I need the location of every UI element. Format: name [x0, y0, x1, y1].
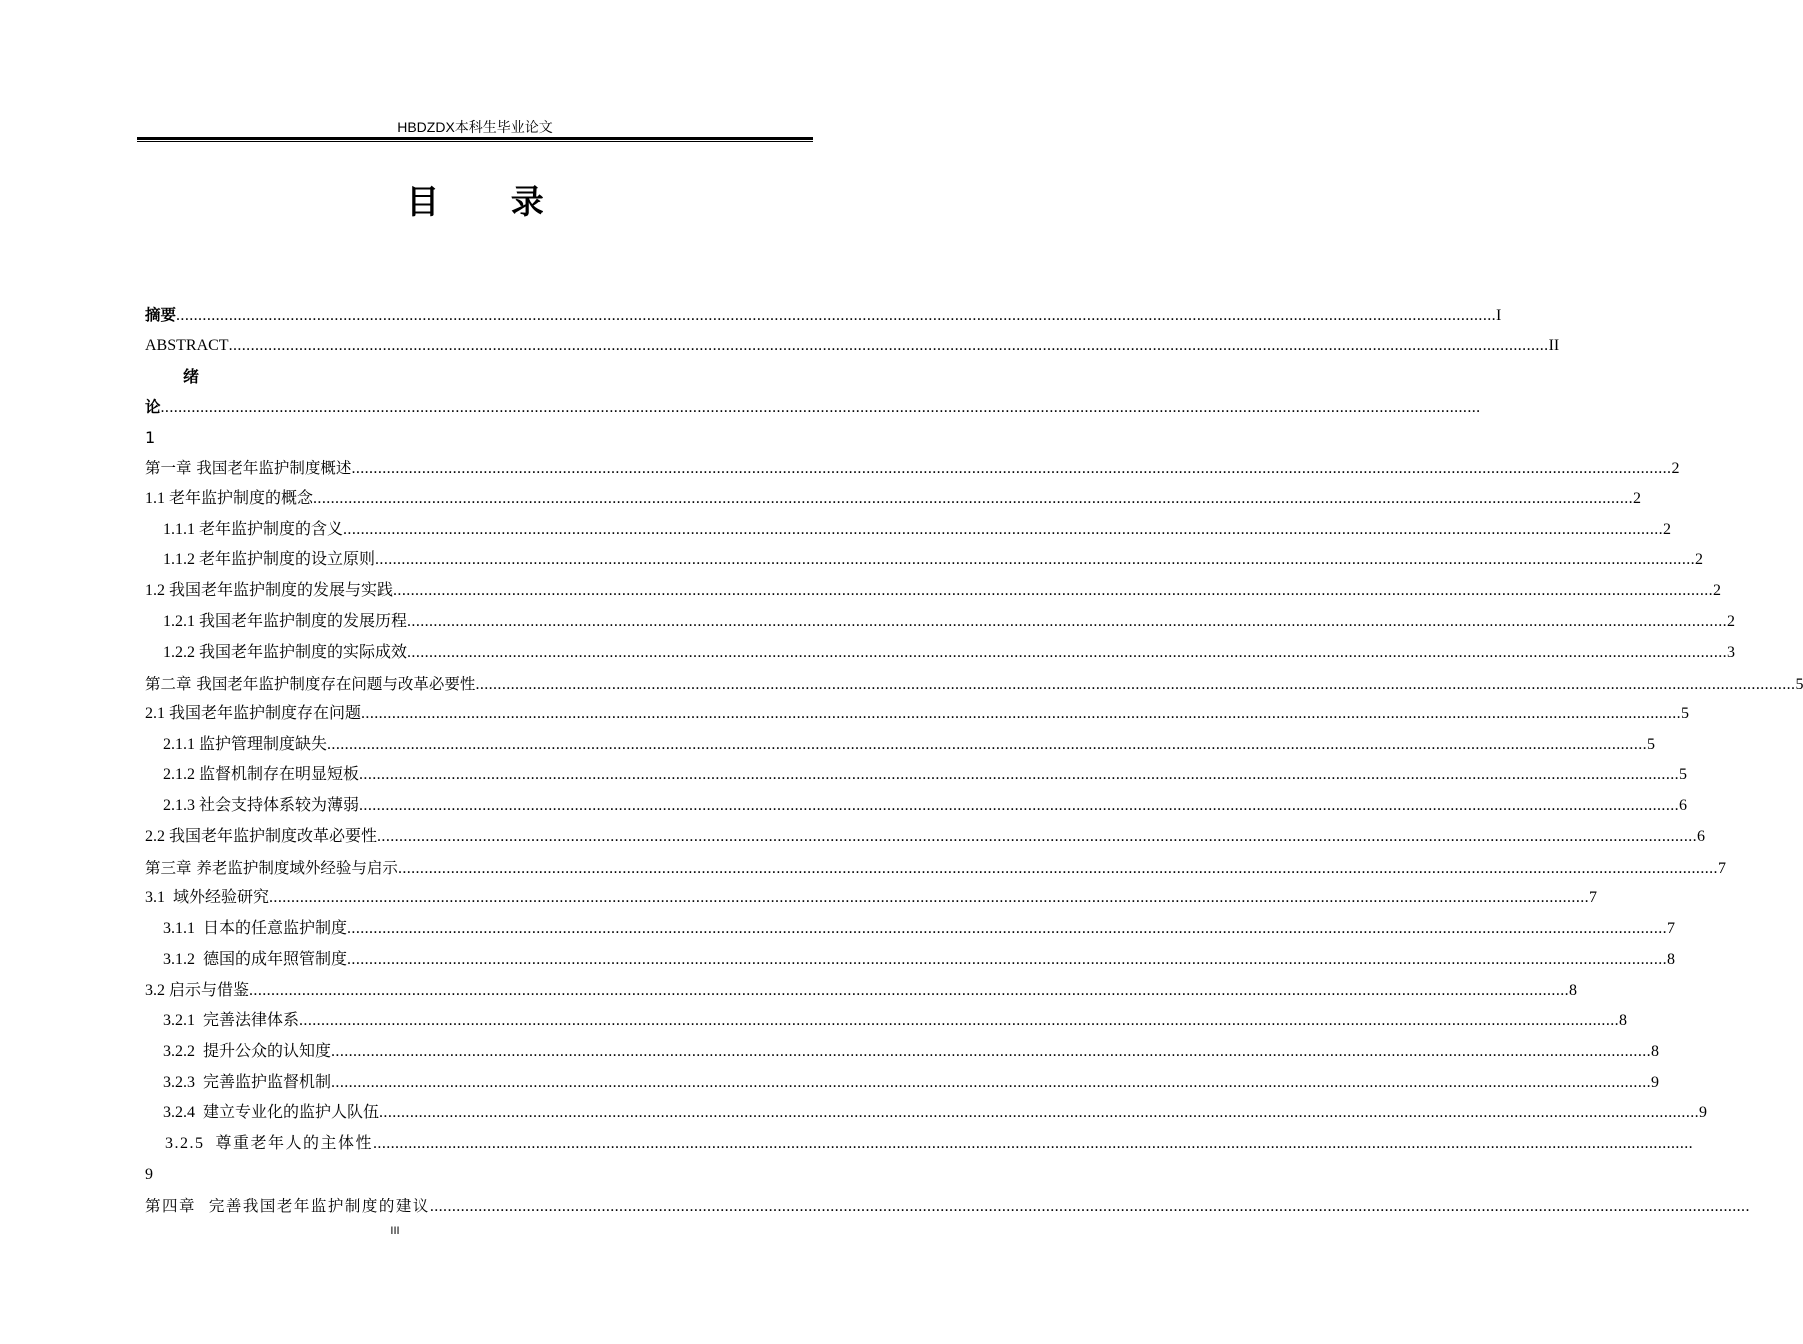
toc-label: 3.2.2 提升公众的认知度 [163, 1043, 332, 1060]
toc-page: 8 [1619, 1012, 1628, 1029]
toc-intro-label-top[interactable]: 绪 [183, 367, 200, 386]
toc-page: 5 [1647, 736, 1656, 753]
toc-leader: ............................................................................................................................................................................................................................................................................................................ [407, 644, 1728, 661]
toc-entry-1-2-2[interactable] [163, 642, 1736, 664]
toc-entry-intro[interactable] [145, 396, 1481, 418]
toc-page: 8 [1569, 982, 1578, 999]
toc-label: 第四章 完善我国老年监护制度的建议 [145, 1197, 430, 1215]
toc-entry-1-1[interactable] [145, 488, 1642, 510]
toc-label: 2.1.3 社会支持体系较为薄弱 [163, 797, 360, 814]
toc-entry-3-2-1[interactable] [163, 1010, 1628, 1032]
toc-label: 2.1 我国老年监护制度存在问题 [145, 705, 362, 722]
toc-leader: ............................................................................................................................................................................................................................................................................................................ [228, 337, 1549, 354]
toc-page: 7 [1667, 920, 1676, 937]
toc-leader: ............................................................................................................................................................................................................................................................................................................ [373, 1135, 1694, 1152]
toc-page: 6 [1679, 797, 1688, 814]
toc-entry-3-1[interactable] [145, 887, 1598, 909]
toc-label: 2.1.2 监督机制存在明显短板 [163, 766, 360, 783]
toc-entry-3-1-2[interactable] [163, 949, 1676, 971]
toc-label: 第三章 养老监护制度域外经验与启示 [145, 859, 398, 877]
toc-leader: ............................................................................................................................................................................................................................................................................................................ [379, 1104, 1700, 1121]
toc-label: 3.1 域外经验研究 [145, 889, 270, 906]
toc-entry-chapter-2[interactable] [145, 673, 1803, 695]
toc-label: 第一章 我国老年监护制度概述 [145, 459, 352, 477]
toc-label: 3.2.5 尊重老年人的主体性 [165, 1135, 374, 1152]
toc-leader: ............................................................................................................................................................................................................................................................................................................ [359, 766, 1680, 783]
toc-label: 1.1 老年监护制度的概念 [145, 490, 314, 507]
toc-leader: ............................................................................................................................................................................................................................................................................................................ [393, 582, 1714, 599]
toc-leader: ............................................................................................................................................................................................................................................................................................................ [249, 982, 1570, 999]
toc-label: 第二章 我国老年监护制度存在问题与改革必要性 [145, 675, 476, 693]
toc-entry-chapter-1[interactable] [145, 457, 1680, 479]
toc-label: 2.2 我国老年监护制度改革必要性 [145, 828, 378, 845]
toc-page: 5 [1795, 676, 1803, 693]
toc-page: 5 [1679, 766, 1688, 783]
toc-leader: ............................................................................................................................................................................................................................................................................................................ [160, 399, 1481, 416]
page-title: 目 录 [406, 182, 574, 221]
toc-entry-2-1[interactable] [145, 703, 1690, 725]
toc-entry-2-1-1[interactable] [163, 734, 1656, 756]
toc-page: 5 [1681, 705, 1690, 722]
toc-label: 3.1.1 日本的任意监护制度 [163, 920, 348, 937]
toc-entry-1-1-1[interactable] [163, 519, 1672, 541]
toc-entry-abstract-cn[interactable] [145, 304, 1502, 326]
toc-label: 摘要 [145, 306, 177, 324]
toc-leader: ............................................................................................................................................................................................................................................................................................................ [475, 676, 1796, 693]
toc-leader: ............................................................................................................................................................................................................................................................................................................ [331, 1074, 1652, 1091]
toc-entry-2-1-2[interactable] [163, 764, 1688, 786]
toc-label: ABSTRACT [145, 337, 229, 354]
toc-leader: ............................................................................................................................................................................................................................................................................................................ [407, 613, 1728, 630]
toc-label: 1.1.2 老年监护制度的设立原则 [163, 551, 376, 568]
toc-entry-3-2-5[interactable] [165, 1133, 1694, 1155]
toc-entry-3-2[interactable] [145, 980, 1578, 1002]
toc-leader: ............................................................................................................................................................................................................................................................................................................ [375, 551, 1696, 568]
toc-entry-3-1-1[interactable] [163, 918, 1676, 940]
toc-3-2-5-page: 9 [145, 1166, 153, 1183]
toc-entry-3-2-3[interactable] [163, 1072, 1660, 1094]
toc-page: 3 [1727, 644, 1736, 661]
page-number: III [390, 1225, 400, 1237]
toc-page: I [1496, 307, 1502, 324]
toc-label: 3.2 启示与借鉴 [145, 982, 250, 999]
header-rule-thin [137, 141, 813, 142]
toc-page: 2 [1633, 490, 1642, 507]
toc-page: 8 [1651, 1043, 1660, 1060]
toc-entry-3-2-2[interactable] [163, 1041, 1660, 1063]
toc-entry-1-1-2[interactable] [163, 549, 1704, 571]
toc-leader: ............................................................................................................................................................................................................................................................................................................ [377, 828, 1698, 845]
toc-leader: ............................................................................................................................................................................................................................................................................................................ [347, 920, 1668, 937]
toc-page: II [1548, 337, 1560, 354]
toc-label: 3.1.2 德国的成年照管制度 [163, 951, 348, 968]
header-rule-thick [137, 137, 813, 140]
toc-page: 6 [1697, 828, 1706, 845]
toc-label: 1.2.2 我国老年监护制度的实际成效 [163, 644, 408, 661]
toc-label: 3.2.1 完善法律体系 [163, 1012, 300, 1029]
toc-leader: ............................................................................................................................................................................................................................................................................................................ [327, 736, 1648, 753]
toc-page: 9 [1651, 1074, 1660, 1091]
toc-page: 7 [1589, 889, 1598, 906]
toc-leader: ............................................................................................................................................................................................................................................................................................................ [347, 951, 1668, 968]
toc-leader: ............................................................................................................................................................................................................................................................................................................ [269, 889, 1590, 906]
toc-label: 1.2.1 我国老年监护制度的发展历程 [163, 613, 408, 630]
toc-page: 2 [1713, 582, 1722, 599]
toc-label: 2.1.1 监护管理制度缺失 [163, 736, 328, 753]
toc-label: 论 [145, 398, 161, 416]
toc-page: 8 [1667, 951, 1676, 968]
toc-page: 2 [1695, 551, 1704, 568]
toc-intro-page: 1 [145, 428, 156, 447]
running-header: HBDZDX本科生毕业论文 [397, 119, 553, 135]
toc-entry-2-1-3[interactable] [163, 795, 1688, 817]
toc-leader: ............................................................................................................................................................................................................................................................................................................ [359, 797, 1680, 814]
toc-entry-3-2-4[interactable] [163, 1102, 1708, 1124]
toc-leader: ............................................................................................................................................................................................................................................................................................................ [176, 307, 1497, 324]
toc-page: 7 [1717, 860, 1726, 877]
toc-leader: ............................................................................................................................................................................................................................................................................................................ [397, 860, 1718, 877]
toc-leader: ............................................................................................................................................................................................................................................................................................................ [313, 490, 1634, 507]
toc-label: 1.2 我国老年监护制度的发展与实践 [145, 582, 394, 599]
toc-entry-chapter-4[interactable] [145, 1195, 1750, 1217]
toc-page: 2 [1671, 460, 1680, 477]
toc-leader: ............................................................................................................................................................................................................................................................................................................ [429, 1198, 1750, 1215]
toc-entry-1-2-1[interactable] [163, 611, 1736, 633]
toc-leader: ............................................................................................................................................................................................................................................................................................................ [351, 460, 1672, 477]
toc-label: 1.1.1 老年监护制度的含义 [163, 521, 344, 538]
toc-label: 3.2.4 建立专业化的监护人队伍 [163, 1104, 380, 1121]
toc-page: 2 [1727, 613, 1736, 630]
toc-page: 9 [1699, 1104, 1708, 1121]
toc-entry-1-2[interactable] [145, 580, 1722, 602]
toc-leader: ............................................................................................................................................................................................................................................................................................................ [331, 1043, 1652, 1060]
toc-leader: ............................................................................................................................................................................................................................................................................................................ [361, 705, 1682, 722]
toc-entry-chapter-3[interactable] [145, 857, 1726, 879]
toc-entry-abstract-en[interactable] [145, 335, 1560, 357]
toc-leader: ............................................................................................................................................................................................................................................................................................................ [299, 1012, 1620, 1029]
toc-page: 2 [1663, 521, 1672, 538]
toc-label: 3.2.3 完善监护监督机制 [163, 1074, 332, 1091]
toc-leader: ............................................................................................................................................................................................................................................................................................................ [343, 521, 1664, 538]
toc-entry-2-2[interactable] [145, 826, 1706, 848]
